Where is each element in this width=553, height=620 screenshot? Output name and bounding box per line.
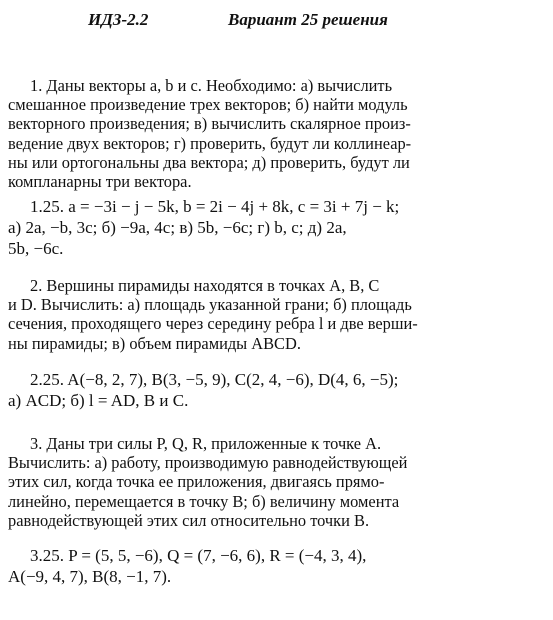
task3-variant — [8, 545, 546, 587]
task1-variant — [8, 196, 546, 259]
task1-condition-line: 1. Даны векторы a, b и c. Необходимо: а) вычислить — [30, 76, 393, 95]
task1-variant-line: а) 2a, −b, 3c; б) −9a, 4c; в) 5b, −6c; г) b, c; д) 2a, — [8, 218, 347, 237]
task2-condition-line: сечения, проходящего через середину ребра l и две верши- — [8, 314, 418, 334]
task3-variant-line: 3.25. P = (5, 5, −6), Q = (7, −6, 6), R = (−4, 3, 4), — [30, 546, 367, 565]
task2-variant — [8, 369, 546, 411]
task1-condition-line: векторного произведения; в) вычислить скалярное произ- — [8, 114, 411, 134]
task2-condition-line: 2. Вершины пирамиды находятся в точках A, B, C — [30, 276, 380, 295]
task1-variant-line: 1.25. a = −3i − j − 5k, b = 2i − 4j + 8k, c = 3i + 7j − k; — [30, 197, 400, 216]
document-header — [0, 10, 553, 34]
task3-condition — [8, 434, 546, 530]
task3-condition-line: этих сил, когда точка ее приложения, двигаясь прямо- — [8, 472, 385, 492]
header-variant: Вариант 25 решения — [228, 10, 388, 29]
task1-condition-line: компланарны три вектора. — [8, 172, 192, 192]
task2-condition-line: и D. Вычислить: а) площадь указанной грани; б) площадь — [8, 295, 412, 315]
task1-condition-line: ны или ортогональны два вектора; д) проверить, будут ли — [8, 152, 410, 172]
task2-variant-line: а) ACD; б) l = AD, B и C. — [8, 391, 189, 410]
header-title: ИДЗ-2.2 — [88, 10, 149, 29]
task3-condition-line: Вычислить: а) работу, производимую равнодействующей — [8, 453, 408, 473]
task2-condition — [8, 276, 546, 353]
task3-variant-line: A(−9, 4, 7), B(8, −1, 7). — [8, 567, 172, 586]
task1-variant-line: 5b, −6c. — [8, 239, 64, 258]
task1-condition — [8, 76, 546, 191]
task3-condition-line: линейно, перемещается в точку B; б) величину момента — [8, 491, 400, 511]
task2-variant-line: 2.25. A(−8, 2, 7), B(3, −5, 9), C(2, 4, −6), D(4, 6, −5); — [30, 370, 399, 389]
task3-condition-line: равнодействующей этих сил относительно точки B. — [8, 510, 370, 530]
task3-condition-line: 3. Даны три силы P, Q, R, приложенные к точке A. — [30, 434, 382, 453]
task1-condition-line: ведение двух векторов; г) проверить, будут ли коллинеар- — [8, 133, 412, 153]
task1-condition-line: смешанное произведение трех векторов; б) найти модуль — [8, 95, 408, 115]
task2-condition-line: ны пирамиды; в) объем пирамиды ABCD. — [8, 333, 301, 353]
